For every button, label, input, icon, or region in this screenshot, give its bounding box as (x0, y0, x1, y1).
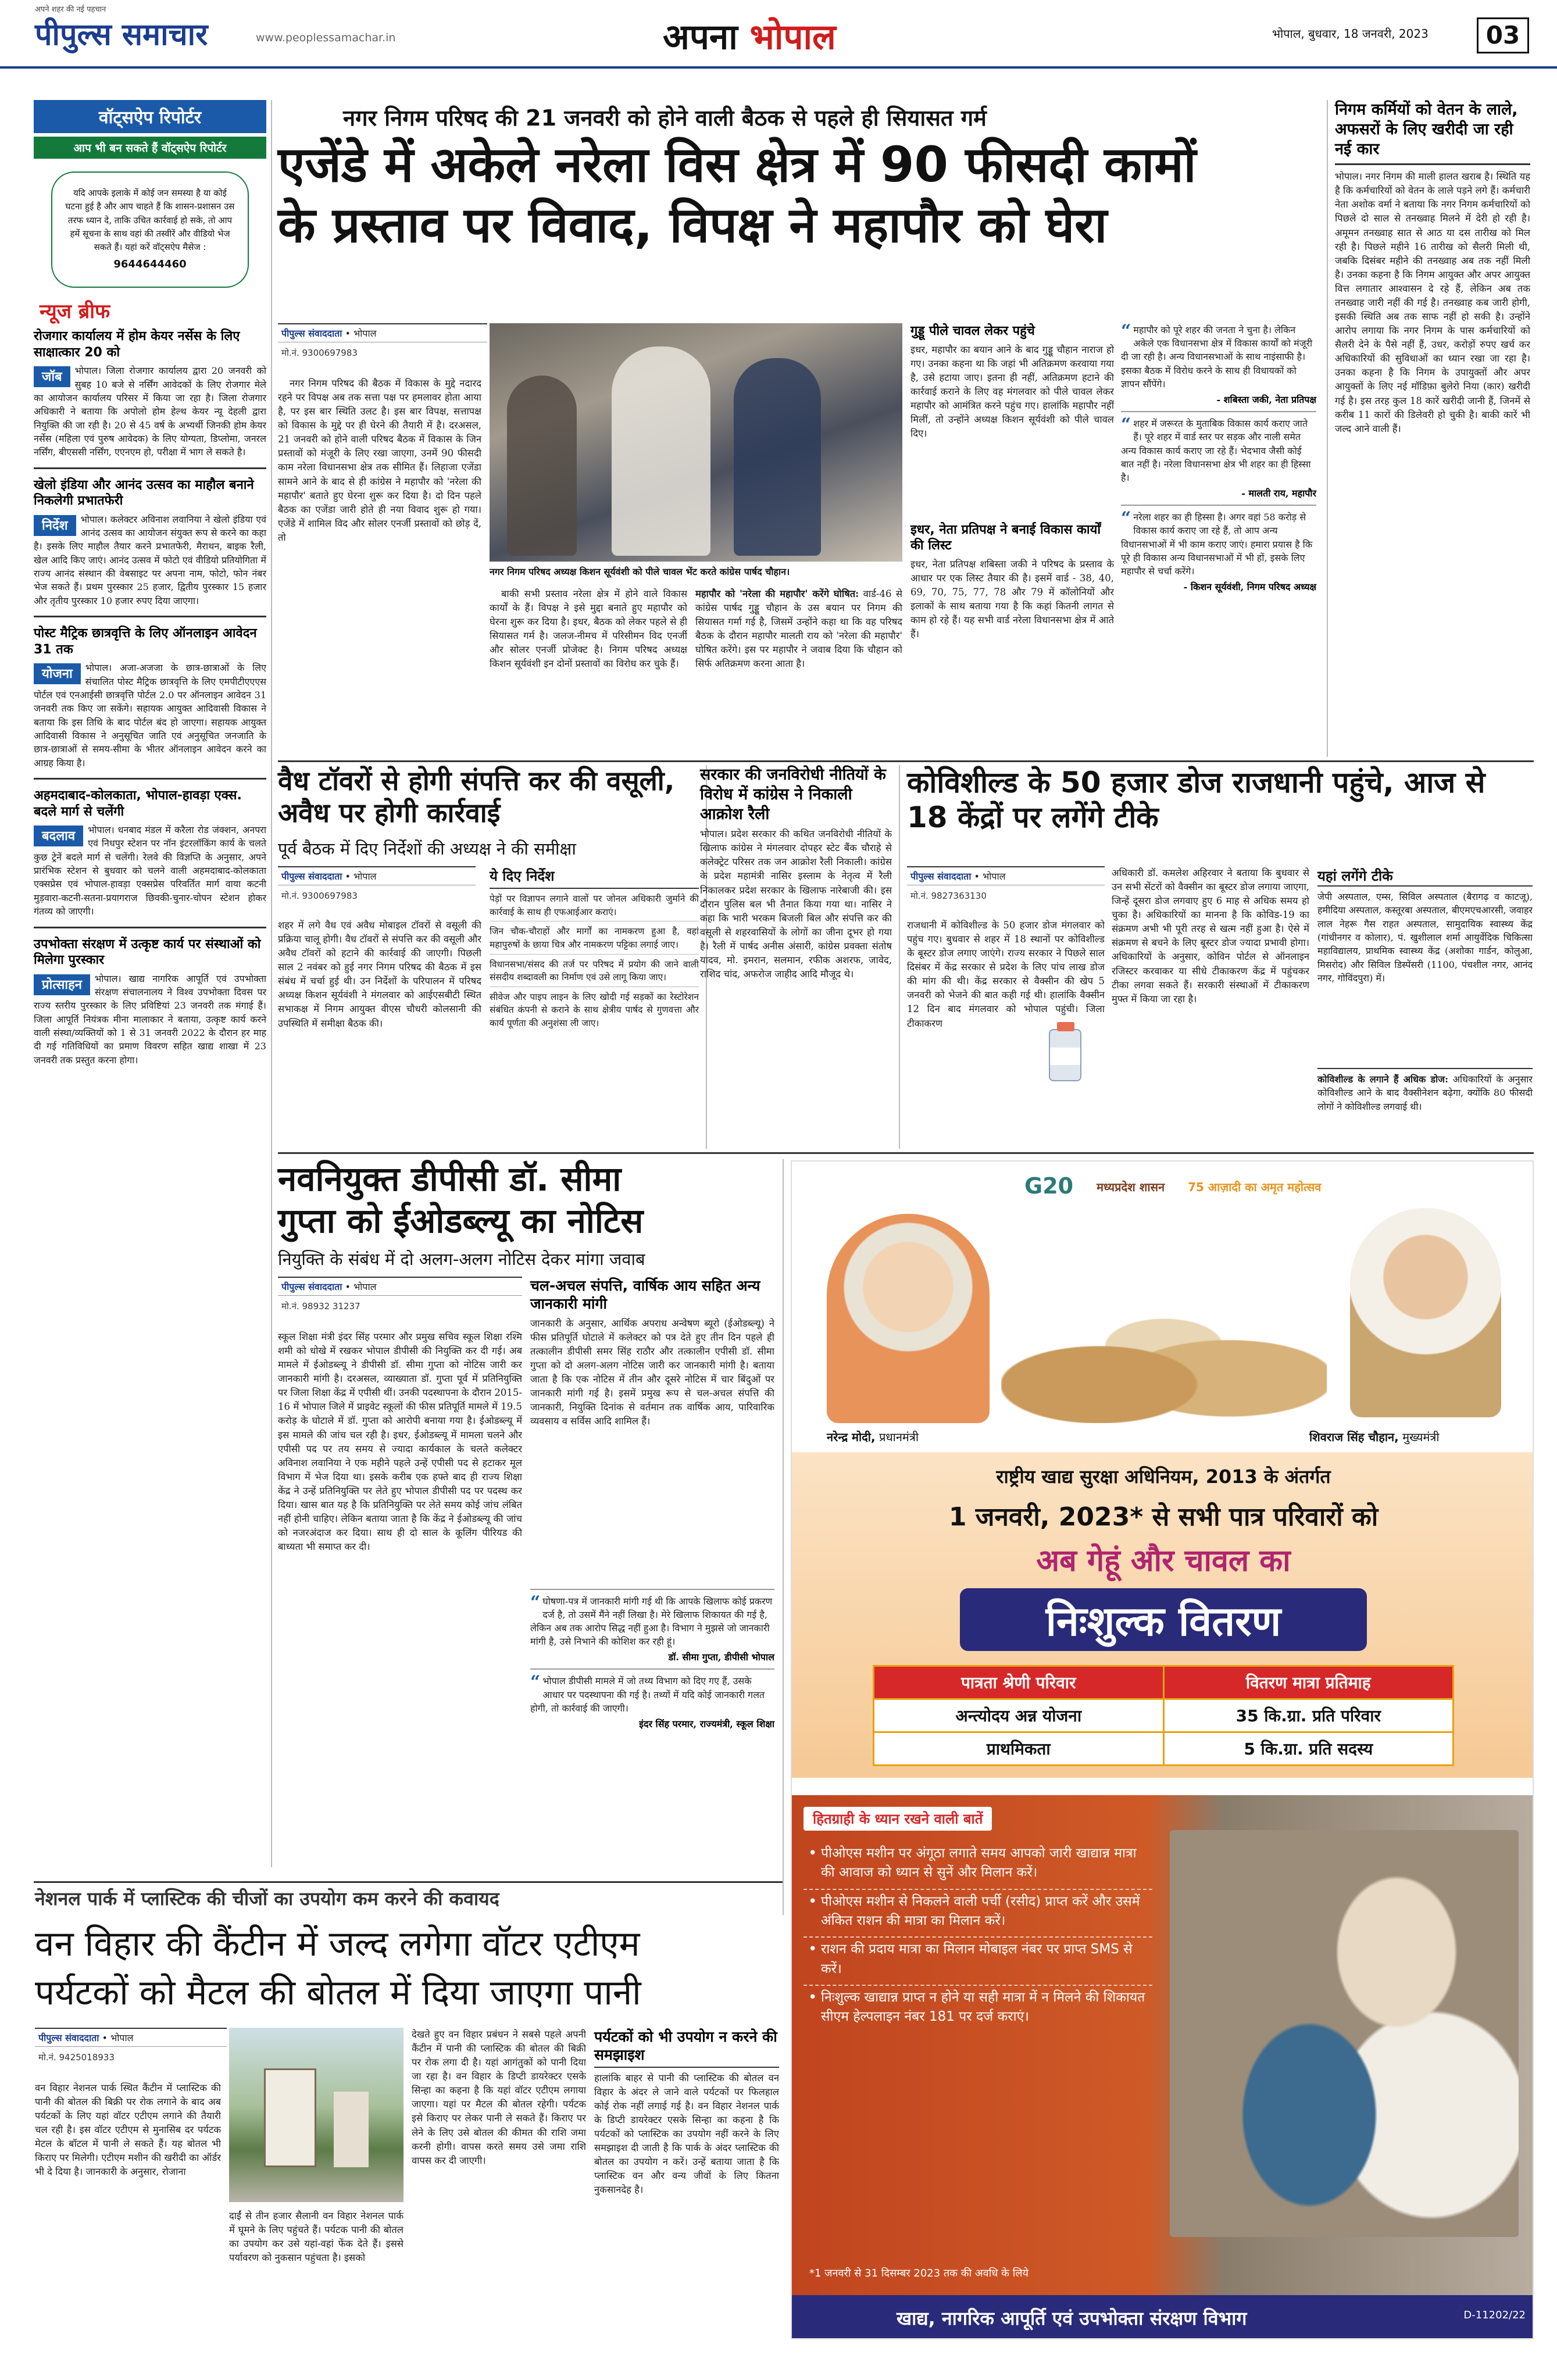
lead-col-2 (490, 587, 687, 756)
salary-text: भोपाल। नगर निगम की माली हालत खराब है। स्थिति यह है कि कर्मचारियों को वेतन के लाले पड़ने लगे हैं। कर्मचारी नेता अशोक वर्मा ने बताया कि नगर निगम कर्मचारियों को पिछले दो साल से तनख्वाह मिलने में देरी हो रही है। अमूमन तनख्वाह सात से आठ या दस तारीख को मिल रही है। पिछले महीने 16 तारीख को सैलरी मिली थी, जबकि दिसंबर महीने की तनख्वाह अब तक नहीं मिली है। उनका कहना है कि निगम आयुक्त और अपर आयुक्त वित्त लगातार आश्वासन दे रहे हैं, लेकिन अब तक तनख्वाह जारी नहीं की गई है। तनख्वाह कब जारी होगी, इसकी स्थिति अब तक साफ नहीं हो सकी है। उन्होंने आरोप लगाया कि नगर निगम के पास कर्मचारियों को सैलरी देने के पैसे नहीं हैं, उधर, करोड़ों रुपए खर्च कर अधिकारियों की सुविधाओं का ध्यान रखा जा रहा है। उनका कहना है कि निगम के उपायुक्तों और अपर आयुक्तों के लिए नई मॉडिफ़ा बुलेरो निया (कार) खरीदी गई है। इस तरह कुल 18 कारें खरीदी जानी हैं, जिनमें से करीब 11 कारों की डिलेवरी हो चुकी है। बाकी कारें भी जल्द आने वाली हैं। (1335, 171, 1530, 434)
byline-city: भोपाल (353, 328, 377, 339)
lead-photo (490, 323, 902, 562)
whatsapp-number[interactable]: 9644644460 (113, 258, 187, 271)
vanvihar-col-2: देखते हुए वन विहार प्रबंधन ने सबसे पहले अपनी कैंटीन में पानी की प्लास्टिक की बोतल की बिक्री पर रोक लगा दी है। यहां आगंतुकों को पानी दिया जा रहा है। वन विहार के डिप्टी डायरेक्टर एसके सिन्हा का कहना है कि यहां वॉटर एटीएम लगाया जाएगा। यहां पर मैटल की बोतल रहेगी। पर्यटक इसे किराए पर लेकर पानी ले सकते हैं। किराए पर लेने के लिए उसे बोतल की कीमत की राशि जमा करनी होगी। वापस करते समय उसे जमा राशि वापस कर दी जाएगी। (412, 2029, 586, 2166)
cm-role: मुख्यमंत्री (1402, 1430, 1440, 1444)
lead-photo-caption: नगर निगम परिषद अध्यक्ष किशन सूर्यवंशी को पीले चावल भेंट करते कांग्रेस पार्षद चौहान। (490, 566, 790, 577)
tower-text: शहर में लगे वैध एवं अवैध मोबाइल टॉवरों से वसूली की प्रक्रिया चालू होगी। वैध टॉवरों से संपत्ति कर की वसूली और अवैध टॉवरों को हटाने की कार्रवाई की जाएगी। पिछली साल 2 नवंबर को हुई नगर निगम परिषद की बैठक में इस संबंध में चर्चा हुई थी। उन निर्देशों के परिपालन में परिषद अध्यक्ष किशन सूर्यवंशी ने मंगलवार को आईएसबीटी स्थित सभाकक्ष में निगम आयुक्त वीएस चौधरी कोलसानी की उपस्थिति में समीक्षा बैठक की। (278, 920, 481, 1029)
grain-image (1001, 1295, 1327, 1423)
brief-headline: पोस्ट मैट्रिक छात्रवृत्ति के लिए ऑनलाइन आवेदन 31 तक (34, 626, 257, 657)
side-text: इधर, नेता प्रतिपक्ष शबिस्ता जकी ने परिषद के प्रस्ताव के आधार पर एक लिस्ट तैयार की है। इसमें वार्ड - 38, 40, 69, 70, 75, 77, 78 और 79 में कॉलोनियों और इलाकों के साथ बताया गया है कि कहां कितनी लागत से काम हो रहे हैं। यह सभी वार्ड नरेला विधानसभा क्षेत्र में आते हैं। (910, 558, 1114, 639)
whatsapp-title: वॉट्सऐप रिपोर्टर (34, 100, 266, 133)
brief-tag: योजना (34, 663, 81, 684)
ad-footer (792, 2295, 1534, 2339)
byline-city: भोपाल (110, 2032, 134, 2043)
brief-headline: रोजगार कार्यालय में होम केयर नर्सेस के लिए साक्षात्कार 20 को (34, 329, 240, 360)
brief-tag: जॉब (34, 366, 70, 387)
side-headline: इधर, नेता प्रतिपक्ष ने बनाई विकास कार्यों की लिस्ट (910, 522, 1101, 553)
brief-text: भोपाल। कलेक्टर अविनाश लवानिया ने खेलो इंडिया एवं आनंद उत्सव का आयोजन संयुक्त रूप से करने का कहा है। इसके लिए माहौल तैयार करने प्रभातफेरी, मैराथन, बाइक रैली, खेल आदि किए जाएं। आनंद उत्सव में फोटो एवं वीडियो प्रतियोगिता में राज्य आनंद संस्थान की वेबसाइट पर अपना नाम, फोटो, फोन नंबर भेज सकते हैं। प्रथम पुरस्कार 25 हजार, द्वितीय पुरस्कार 15 हजार और तृतीय पुरस्कार 10 हजार रुपए दिया जाएगा। (34, 513, 266, 606)
quote-mark-icon: “ (530, 1672, 541, 1693)
lead-paragraph: नगर निगम परिषद की बैठक में विकास के मुद्दे नदारद रहने पर विपक्ष अब तक सत्ता पक्ष पर हमलावर होता आया है, पर इस बार स्थिति उलट है। इस बार विपक्ष, सत्तापक्ष को विकास के मुद्दे पर ही घेरने की तैयारी में है। दरअसल, 21 जनवरी को होने वाली परिषद बैठक में विकास के जिन प्रस्तावों को मंजूरी के लिए रखा जाएगा, उनमें 90 फीसदी काम नरेला विधानसभा क्षेत्र तक सीमित हैं। लिहाजा एजेंडा सामने आने के बाद से ही कांग्रेस ने महापौर को 'नरेला की महापौर' बताते हुए घेरना शुरू कर दिया है। दो दिन पहले बैठक का एजेंडा जारी होते ही नया विवाद शुरू हो गया। एजेंडे में शामिल विद और सोलर एनर्जी प्रस्तावों को छोड़ दें, तो (278, 378, 481, 543)
brief-item-5 (34, 937, 266, 1067)
quote-text: महापौर को पूरे शहर की जनता ने चुना है। लेकिन अकेले एक विधानसभा क्षेत्र में विकास कार्यों को मंजूरी दी जा रही है। अन्य विधानसभाओं के साथ नाइंसाफी है। इसका बैठक में विरोध करने के साथ ही विधायकों को ज्ञापन सौंपेंगे। (1121, 324, 1313, 389)
brand-logo: पीपुल्स समाचार (35, 17, 208, 52)
quote-mark-icon: “ (1121, 321, 1131, 341)
table-header: वितरण मात्रा प्रतिमाह (1245, 1673, 1371, 1692)
byline-mobile: मो.नं. 9827363130 (910, 891, 987, 901)
ad-line-1: राष्ट्रीय खाद्य सुरक्षा अधिनियम, 2013 के अंतर्गत (996, 1466, 1331, 1488)
brief-item-3 (34, 626, 266, 770)
quote-author: - मालती राय, महापौर (1241, 488, 1316, 499)
tower-directives-box (490, 866, 699, 1034)
directive-item: विधानसभा/संसद की तर्ज पर परिषद में प्रयोग की जाने वाली संसदीय शब्दावली का निर्माण एवं उसे लागू किया जाए। (490, 958, 699, 987)
masthead-tagline: अपने शहर की नई पहचान (35, 5, 106, 14)
table-cell: अन्त्योदय अन्न योजना (874, 1700, 1165, 1731)
tower-byline: पीपुल्स संवाददाता • भोपाल मो.नं. 9300697983 (278, 866, 476, 902)
vanvihar-byline: पीपुल्स संवाददाता • भोपाल मो.नं. 9425018933 (35, 2028, 227, 2063)
vanvihar-headline-2: पर्यटकों को मैटल की बोतल में दिया जाएगा पानी (35, 1972, 641, 2013)
whatsapp-subtitle: आप भी बन सकते हैं वॉट्सऐप रिपोर्टर (34, 137, 266, 159)
tower-headline: वैध टॉवरों से होगी संपत्ति कर की वसूली, अवैध पर होगी कार्रवाई (278, 765, 675, 829)
byline-city: भोपाल (982, 871, 1006, 882)
dpc-side-headline: चल-अचल संपत्ति, वार्षिक आय सहित अन्य जानकारी मांगी (530, 1277, 760, 1313)
vanvihar-caption: दाईं से तीन हजार सैलानी वन विहार नेशनल पार्क में घूमने के लिए पहुंचते हैं। पर्यटक पानी की बोतल का उपयोग कर उसे यहां-वहां फेंक देते हैं। इससे पर्यावरण को नुकसान पहुंचता है। इसको (229, 2210, 403, 2264)
notice-item: • निःशुल्क खाद्यान्न प्राप्त न होने या सही मात्रा में न मिलने की शिकायत सीएम हेल्पलाइन नंबर 181 पर दर्ज कराएं। (804, 1986, 1152, 2033)
section-city: भोपाल (749, 17, 836, 58)
quote-text: शहर में जरूरत के मुताबिक विकास कार्य कराए जाते हैं। पूरे शहर में वार्ड स्तर पर सड़क और नाली समेत अन्य विकास कार्य कराए जा रहे हैं। भेदभाव जैसी कोई बात नहीं है। नरेला विधानसभा क्षेत्र भी शहर का ही हिस्सा है। (1121, 418, 1311, 483)
quote-block (1121, 414, 1316, 500)
quote-block (1121, 323, 1316, 406)
ad-logos (1024, 1173, 1321, 1199)
ad-line-3: अब गेहूं और चावल का (1036, 1543, 1291, 1578)
ad-banner (792, 1452, 1534, 1778)
quote-mark-icon: “ (530, 1592, 541, 1613)
directive-item: सीवेज और पाइप लाइन के लिए खोदी गई सड़कों का रेस्टोरेशन संबंधित कंपनी से कराने के साथ क्षेत्रीय पार्षद से गुणवत्ता और कार्य पूर्णता की अनुशंसा ली जाए। (490, 991, 699, 1028)
vaccine-centers-box (1317, 866, 1533, 1113)
dpc-side-text: जानकारी के अनुसार, आर्थिक अपराध अन्वेषण ब्यूरो (ईओडब्ल्यू) ने फीस प्रतिपूर्ति घोटाले में कलेक्टर को पत्र देते हुए तीन दिन पहले ही तत्कालीन डीपीसी समर सिंह राठौर और तत्कालीन एपीसी डॉ. सीमा गुप्ता को दो अलग-अलग नोटिस जारी कर जानकारी मांगी है। बताया जाता है कि एक नोटिस में तीन और दूसरे नोटिस में चार बिंदुओं पर जानकारी मांगी गई है। इसमें प्रमुख रूप से चल-अचल संपत्ति की जानकारी, नियुक्ति दिनांक से वर्तमान तक वार्षिक आय, पारिवारिक व्यवसाय व सर्विस आदि शामिल हैं। (530, 1317, 774, 1427)
g20-logo: G20 (1024, 1173, 1074, 1199)
vanvihar-headline-1: वन विहार की कैंटीन में जल्द लगेगा वॉटर एटीएम (35, 1924, 640, 1964)
byline-mobile: मो.नं. 9300697983 (281, 891, 358, 901)
ad-line-2: 1 जनवरी, 2023* से सभी पात्र परिवारों को (948, 1502, 1379, 1532)
quote-author: इंदर सिंह परमार, राज्यमंत्री, स्कूल शिक्षा (639, 1718, 774, 1729)
website-url[interactable]: www.peoplessamachar.in (256, 31, 396, 44)
dpc-deck: नियुक्ति के संबंध में दो अलग-अलग नोटिस देकर मांगा जवाब (278, 1249, 645, 1269)
lead-paragraph: बाकी सभी प्रस्ताव नरेला क्षेत्र में होने वाले विकास कार्यों के हैं। विपक्ष ने इसे मुद्दा बनाते हुए महापौर को घेरना शुरू कर दिया है। इधर, बैठक को लेकर पहले से ही सियासत गर्म है। जलज-नीमच में परिसीमन विद एनर्जी और सोलर एनर्जी प्रोजेक्ट है। निगम परिषद अध्यक्ष किशन सूर्यवंशी इन दोनों प्रस्तावों का विरोध कर चुके हैं। (490, 588, 687, 670)
side-text: इधर, महापौर का बयान आने के बाद गुड्डू चौहान नाराज हो गए। उनका कहना था कि जहां भी अतिक्रमण करवाया गया है, उसे हटाया जाए। इतना ही नहीं, अतिक्रमण हटाने की कार्रवाई कराने के लिए वह मंगलवार को पीले चावल लेकर महापौर को आमंत्रित करने पहुंच गए। हालांकि महापौर नहीं मिलीं, तो उन्होंने अध्यक्ष किशन सूर्यवंशी को पीले चावल दिए। (910, 344, 1114, 439)
congress-story (700, 765, 892, 1147)
quote-text: नरेला शहर का ही हिस्सा है। अगर वहां 58 करोड़ से विकास कार्य कराए जा रहे हैं, तो आप अन्य विधानसभाओं में भी काम कराए जाएं। हमारा प्रयास है कि पूरे ही विकास अन्य विधानसभाओं में भी हों, इसके लिए महापौर से चर्चा करेंगे। (1121, 512, 1313, 577)
directive-item: जिन चौक-चौराहों और मार्गों का नामकरण हुआ है, वहां महापुरुषों के छाया चित्र और नामकरण पट्टिका लगाई जाए। (490, 925, 699, 954)
table-cell: प्राथमिकता (874, 1733, 1165, 1764)
byline-name: पीपुल्स संवाददाता (281, 871, 342, 882)
lead-col-1 (278, 377, 481, 755)
ad-code: D-11202/22 (1463, 2309, 1526, 2321)
brief-headline: अहमदाबाद-कोलकाता, भोपाल-हावड़ा एक्स. बदले मार्ग से चलेंगी (34, 788, 242, 819)
quote-mark-icon: “ (1121, 508, 1131, 529)
mp-govt-logo: मध्यप्रदेश शासन (1097, 1180, 1165, 1194)
notice-item: • राशन की प्रदाय मात्रा का मिलान मोबाइल नंबर पर प्राप्त SMS से करें। (804, 1938, 1152, 1986)
ad-notice (792, 1795, 1534, 2295)
quote-author: डॉ. सीमा गुप्ता, डीपीसी भोपाल (668, 1652, 774, 1663)
lead-headline-2: के प्रस्ताव पर विवाद, विपक्ष ने महापौर को घेरा (278, 196, 1108, 253)
centers-title: यहां लगेंगे टीके (1317, 866, 1533, 887)
dpc-headline-1: नवनियुक्त डीपीसी डॉ. सीमा (278, 1159, 622, 1199)
side-headline: गुड्डू पीले चावल लेकर पहुंचे (910, 324, 1035, 338)
dpc-byline: पीपुल्स संवाददाता • भोपाल मो.नं. 98932 31237 (278, 1277, 522, 1312)
byline-name: पीपुल्स संवाददाता (38, 2032, 99, 2043)
vaccine-vial-image (1030, 1017, 1100, 1099)
lead-paragraph: वार्ड-46 से कांग्रेस पार्षद गुड्डू चौहान के उस बयान पर निगम की सियासत गर्मा गई है, जिसमें उन्होंने कहा था कि वह परिषद बैठक के दौरान महापौर मालती राय को 'नरेला की महापौर' घोषित करेंगे। इस पर महापौर ने जवाब दिया कि चौहान को सिर्फ अतिक्रमण करना आता है। (695, 588, 902, 670)
byline-mobile: मो.नं. 9425018933 (38, 2052, 115, 2063)
lead-byline: पीपुल्स संवाददाता • भोपाल मो.नं. 9300697983 (278, 323, 487, 359)
brief-text: भोपाल। अजा-अजजा के छात्र-छात्राओं के लिए संचालित पोस्ट मैट्रिक छात्रवृत्ति के लिए एमपीटीएएएस पोर्टल एवं एनआईसी छात्रवृत्ति पोर्टल 2.0 पर ऑनलाइन आवेदन 31 जनवरी तक किए जा सकेंगे। सहायक आयुक्त आदिवासी विकास ने बताया कि इस तिथि के बाद पोर्टल बंद हो जाएगा। सहायक आयुक्त आदिवासी विकास ने अनुसूचित जाति एवं अनुसूचित जनजाति के छात्र-छात्राओं से समय-सीमा के भीतर ऑनलाइन आवेदन करने का आग्रह किया है। (34, 662, 266, 769)
quote-author: - शबिस्ता जकी, नेता प्रतिपक्ष (1216, 394, 1316, 405)
congress-text: भोपाल। प्रदेश सरकार की कथित जनविरोधी नीतियों के खिलाफ कांग्रेस ने मंगलवार दोपहर स्टेट बैंक चौराहे से कलेक्ट्रेट परिसर तक जन आक्रोश रैली निकाली। कांग्रेस के प्रदेश महामंत्री नासिर इस्लाम के नेतृत्व में रैली निकालकर प्रदेश सरकार के खिलाफ नारेबाजी की। इस दौरान पुलिस बल भी तैनात किया गया था। नासिर ने कहा कि भारी भरकम बिजली बिल और संपत्ति कर की वसूली से शहरवासियों के लोगों का जीना दूभर हो गया है। रैली में पार्षद अनीस अंसारी, कांग्रेस प्रवक्ता संतोष यादव, मो. इमरान, सलमान, रफीक अशरफ, जावेद, राशिद चांद, अफरोज जाहीद आदि मौजूद थे। (700, 828, 892, 980)
vanvihar-side-headline: पर्यटकों को भी उपयोग न करने की समझाइश (594, 2028, 779, 2068)
byline-city: भोपाल (353, 871, 377, 882)
table-header: पात्रता श्रेणी परिवार (874, 1667, 1165, 1698)
vanvihar-photo (229, 2028, 403, 2202)
distribution-photo (1170, 1830, 1519, 2237)
ad-footer-text: खाद्य, नागरिक आपूर्ति एवं उपभोक्ता संरक्षण विभाग (897, 2307, 1247, 2329)
dpc-side (530, 1277, 774, 1731)
brief-text: भोपाल। जिला रोजगार कार्यालय द्वारा 20 जनवरी को सुबह 10 बजे से नर्सिंग आवेदकों के लिए रोजगार मेले का आयोजन कार्यालय परिसर में किया जा रहा है। जिला रोजगार अधिकारी ने बताया कि अपोलो होम हेल्थ केयर न्यू देहली द्वारा नियुक्ति की जा रही है। 20 से 45 वर्ष के अभ्यर्थी जिनकी होम केयर नर्सेस (महिला एवं पुरुष आवेदक) के लिए योग्यता, डिप्लोमा, जनरल नर्सिंग, बीएससी नर्सिंग, एएनएम हो, परीक्षा में भाग ले सकते है। (34, 365, 266, 458)
quote-block (1121, 510, 1316, 594)
salary-headline: निगम कर्मियों को वेतन के लाले, अफसरों के लिए खरीदी जा रही नई कार (1335, 100, 1530, 165)
brief-item-4 (34, 788, 266, 919)
quote-text: घोषणा-पत्र में जानकारी मांगी गई थी कि आपके खिलाफ कोई प्रकरण दर्ज है, तो उसमें मैंने नहीं लिखा है। मेरे खिलाफ शिकायत की गई है, लेकिन अब तक आरोप सिद्ध नहीं हुआ है। विभाग ने मुझसे जो जानकारी मांगी है, उसे निभाने की कोशिश कर रही हूं। (530, 1595, 773, 1648)
brief-text: भोपाल। खाद्य नागरिक आपूर्ति एवं उपभोक्ता संरक्षण संचालनालय ने विश्व उपभोक्ता दिवस पर राज्य स्तरीय पुरस्कार के लिए प्रविष्टियां 23 जनवरी तक मंगाई हैं। जिला आपूर्ति नियंत्रक मीना मालाकार ने बताया, उत्कृष्ट कार्य करने वाली संस्था/व्यक्तियों को 1 से 31 जनवरी 2022 के दौरान हर माह दी गई गतिविधियों का प्रमाण विवरण सहित खाद्य शाखा में 23 जनवरी तक प्रस्तुत करना होगा। (34, 973, 266, 1066)
notice-item: • पीओएस मशीन से निकलने वाली पर्ची (रसीद) प्राप्त करें और उसमें अंकित राशन की मात्रा का मिलान करें। (804, 1890, 1152, 1938)
table-row (874, 1700, 1452, 1733)
section-prefix: अपना (663, 17, 738, 58)
salary-story (1335, 100, 1530, 705)
amrit-mahotsav-logo: 75 आज़ादी का अमृत महोत्सव (1188, 1180, 1322, 1194)
directive-item: पेड़ों पर विज्ञापन लगाने वालों पर जोनल अधिकारी जुर्माने की कार्रवाई के साथ ही एफआईआर कराएं। (490, 892, 699, 921)
covishield-headline: कोविशील्ड के 50 हजार डोज राजधानी पहुंचे, आज से 18 केंद्रों पर लगेंगे टीके (907, 766, 1485, 834)
quote-block (530, 1674, 774, 1731)
vanvihar-kicker: नेशनल पार्क में प्लास्टिक की चीजों का उपयोग कम करने की कवायद (35, 1888, 499, 1910)
ad-table (873, 1665, 1454, 1766)
quote-text: भोपाल डीपीसी मामले में जो तथ्य विभाग को दिए गए हैं, उसके आधार पर पदस्थापना की गई है। तथ्यों में यदि कोई जानकारी गलत होगी, तो कार्रवाई की जाएगी। (530, 1675, 765, 1714)
lead-col-3 (695, 587, 902, 756)
whatsapp-box (51, 171, 249, 288)
pm-name: नरेन्द्र मोदी, (827, 1430, 876, 1444)
brief-headline: उपभोक्ता संरक्षण में उत्कृष्ट कार्य पर संस्थाओं को मिलेगा पुरस्कार (34, 937, 261, 968)
dpc-headline-2: गुप्ता को ईओडब्ल्यू का नोटिस (278, 1201, 644, 1241)
dpc-col-1: स्कूल शिक्षा मंत्री इंदर सिंह परमार और प्रमुख सचिव स्कूल शिक्षा रश्मि शमी को धोखे में रखकर भोपाल डीपीसी की नियुक्ति कर दी गई। अब मामले में ईओडब्ल्यू ने डीपीसी डॉ. सीमा गुप्ता को नोटिस जारी कर जानकारी मांगी है। दरअसल, व्याख्याता डॉ. गुप्ता पूर्व में प्रतिनियुक्ति पर जिला शिक्षा केंद्र में एपीसी थीं। उनकी पदस्थापना के दौरान 2015-16 में भोपाल जिले में प्राइवेट स्कूलों की फीस प्रतिपूर्ति मामले में 19.5 करोड़ के घोटाले में डॉ. गुप्ता को आरोपी बनाया गया है। ईओडब्ल्यू में इस मामले की जांच चल रही है। इधर, ईओडब्ल्यू में मामला चलने और एपीसी पद पर तय समय से ज्यादा कार्यकाल के चलते कलेक्टर अविनाश लवानिया ने एक महीने पहले उन्हें एपीसी पद से हटाकर मूल विभाग में भेज दिया था। इसके करीब एक हफ्ते बाद ही राज्य शिक्षा केंद्र ने उन्हें प्रतिनियुक्ति पर लेते हुए भोपाल डीपीसी पद पर पदस्थ कर दिया। खास बात यह है कि प्रतिनियुक्ति पर लेते समय कोई जांच लंबित नहीं होनी चाहिए। लेकिन बताया जाता है कि केंद्र ने ईओडब्ल्यू की जांच को नजरअंदाज कर दिया। साथ ही दो साल के कूलिंग पीरियड की बाध्यता भी समाप्त कर दी। (278, 1331, 522, 1553)
page-number: 03 (1477, 17, 1529, 53)
covishield-byline: पीपुल्स संवाददाता • भोपाल मो.नं. 9827363130 (907, 866, 1105, 902)
fact-text: अधिकारियों के अनुसार कोविशील्ड आने के बाद वैक्सीनेशन बढ़ेगा, क्योंकि 80 फीसदी लोगों ने कोविशील्ड लगवाई थी। (1317, 1074, 1533, 1112)
brief-tag: बदलाव (34, 826, 83, 846)
directives-title: ये दिए निर्देश (490, 866, 699, 889)
covishield-col-1: राजधानी में कोविशील्ड के 50 हजार डोज मंगलवार को पहुंच गए। बुधवार से शहर में 18 स्थानों पर कोविशील्ड के बूस्टर डोज लगाए जाएंगे। राज्य सरकार ने पिछले साल दिसंबर में केंद्र सरकार से प्रदेश के लिए पांच लाख डोज की मांग की थी। केंद्र सरकार से वैक्सीन की खेप 5 जनवरी को भेजने की बात कही गई थी। हालांकि वैक्सीन 12 दिन बाद मंगलवार को भोपाल पहुंची। जिला टीकाकरण (907, 920, 1105, 1029)
dateline: भोपाल, बुधवार, 18 जनवरी, 2023 (1272, 27, 1429, 41)
vanvihar-col-1: वन विहार नेशनल पार्क स्थित कैंटीन में प्लास्टिक की पानी की बोतल की बिक्री पर रोक लगाने के बाद अब पर्यटकों के लिए यहां वॉटर एटीएम लगाने की तैयारी चल रही है। इस वॉटर एटीएम से मुनासिब दर पर्यटक मेटल के बॉटल में पानी ले सकते हैं। यह बोतल भी किराए पर मिलेगी। एटीएम मशीन की खरीदी का ऑर्डर भी दे दिया है। जानकारी के अनुसार, रोजाना (35, 2082, 221, 2178)
byline-name: पीपुल्स संवाददाता (281, 1281, 342, 1292)
ad-line-4: निःशुल्क वितरण (960, 1588, 1367, 1651)
brief-text: भोपाल। धनबाद मंडल में करैला रोड जंक्शन, अनपरा एवं निधपुर स्टेशन पर नॉन इंटरलॉकिंग कार्य के चलते कुछ ट्रेनें बदले मार्ग से चलेंगी। रेलवे की विज्ञप्ति के अनुसार, अपने प्रारंभिक स्टेशन से बुधवार को चलने वाली अहमदाबाद-कोलकाता एक्सप्रेस एवं भोपाल-हावड़ा एक्सप्रेस परिवर्तित मार्ग वाया कटनी मुड़वारा-कटनी-सतना-प्रयागराज छिवकी-चुनार-चोपन स्टेशन होकर गंतव्य को जाएगी। (34, 824, 266, 917)
quote-mark-icon: “ (1121, 414, 1131, 435)
fact-head: कोविशील्ड के लगाने हैं अधिक डोज: (1317, 1074, 1448, 1085)
byline-name: पीपुल्स संवाददाता (910, 871, 972, 882)
ad-footnote: *1 जनवरी से 31 दिसम्बर 2023 तक की अवधि के लिये (809, 2267, 1029, 2279)
byline-city: भोपाल (353, 1281, 377, 1292)
notice-item: • पीओएस मशीन पर अंगूठा लगाते समय आपको जारी खाद्यान्न मात्रा की आवाज को ध्यान से सुनें और मिलान करें। (804, 1842, 1152, 1890)
byline-name: पीपुल्स संवाददाता (281, 328, 342, 339)
quote-block (530, 1592, 774, 1664)
lead-subhead: महापौर को 'नरेला की महापौर' करेंगे घोषित: (695, 588, 859, 599)
quote-author: - किशन सूर्यवंशी, निगम परिषद अध्यक्ष (1183, 581, 1316, 593)
brief-tag: प्रोत्साहन (34, 974, 90, 995)
pm-role: प्रधानमंत्री (879, 1430, 919, 1444)
brief-headline: खेलो इंडिया और आनंद उत्सव का माहौल बनाने निकलेगी प्रभातफेरी (34, 477, 254, 509)
lead-side-1 (910, 323, 1114, 662)
covishield-col-2: अधिकारी डॉ. कमलेश अहिरवार ने बताया कि बुधवार से उन सभी सेंटरों को वैक्सीन का बूस्टर डोज लगाया जाएगा, जिन्हें दूसरा डोज लगवाए हुए 6 माह से अधिक समय हो चुका है। अधिकारियों का मानना है कि कोविड-19 का संक्रमण अभी भी पूरी तरह से खत्म नहीं हुआ है। ऐसे में संक्रमण से बचने के लिए बूस्टर डोज ज्यादा प्रभावी होगा। अधिकारियों के अनुसार, कोविन पोर्टल से ऑनलाइन रजिस्टर करवाकर या सीधे टीकाकरण केंद्र में पहुंचकर टीका लगवा सकते हैं। सरकारी संस्थाओं में टीकाकरण मुफ्त में किया जा रहा है। (1112, 867, 1309, 1005)
cm-name: शिवराज सिंह चौहान, (1309, 1430, 1399, 1444)
brief-tag: निर्देश (34, 515, 76, 536)
tower-deck: पूर्व बैठक में दिए निर्देशों की अध्यक्ष ने की समीक्षा (278, 839, 576, 859)
masthead (0, 0, 1557, 69)
ration-ad (791, 1160, 1534, 2339)
brief-item-2 (34, 477, 266, 608)
vanvihar-side-text: हालांकि बाहर से पानी की प्लास्टिक की बोतल वन विहार के अंदर ले जाने वाले पर्यटकों पर फिलहाल कोई रोक नहीं लगाई गई है। वन विहार नेशनल पार्क के डिप्टी डायरेक्टर एसके सिन्हा का कहना है कि पर्यटकों को प्लास्टिक का उपयोग नहीं करने के लिए समझाइश दी जाती है कि पार्क के अंदर प्लास्टिक की बोतल का उपयोग न करें। उन्हें बताया जाता है कि प्लास्टिक वन और वन्य जीवों के लिए कितना नुकसानदेह है। (594, 2072, 779, 2196)
table-cell: 35 कि.ग्रा. प्रति परिवार (1235, 1706, 1381, 1725)
left-sidebar (34, 100, 266, 1960)
section-title (663, 12, 836, 59)
congress-headline: सरकार की जनविरोधी नीतियों के विरोध में कांग्रेस ने निकाली आक्रोश रैली (700, 766, 886, 823)
notice-title: हितग्राही के ध्यान रखने वाली बातें (804, 1807, 992, 1831)
byline-mobile: मो.नं. 9300697983 (281, 348, 358, 358)
byline-mobile: मो.नं. 98932 31237 (281, 1301, 360, 1311)
whatsapp-body: यदि आपके इलाके में कोई जन समस्या है या कोई घटना हुई है और आप चाहते हैं कि शासन-प्रशासन उस तरफ ध्यान दे, ताकि उचित कार्रवाई हो सके, तो आप हमें सूचना के साथ वहां की तस्वीरें और वीडियो भेज सकते हैं। यहां करें वॉट्सऐप मैसेज : (65, 188, 235, 252)
lead-kicker: नगर निगम परिषद की 21 जनवरी को होने वाली बैठक से पहले ही सियासत गर्म (343, 105, 987, 131)
portrait-cm (1350, 1208, 1501, 1417)
lead-quotes (1121, 323, 1316, 594)
brief-title: न्यूज ब्रीफ (40, 300, 110, 324)
portrait-pm (827, 1214, 990, 1423)
lead-headline-1: एजेंडे में अकेले नरेला विस क्षेत्र में 90 फीसदी कामों (278, 136, 1197, 193)
vanvihar-side (594, 2028, 779, 2315)
table-row (874, 1733, 1452, 1764)
table-cell: 5 कि.ग्रा. प्रति सदस्य (1244, 1739, 1373, 1759)
centers-text: जेपी अस्पताल, एम्स, सिविल अस्पताल (बैरागढ़ व काटजू), हमीदिया अस्पताल, कस्तूरबा अस्पताल, बीएमएचआरसी, जवाहर लाल नेहरू गैस राहत अस्पताल, सामुदायिक स्वास्थ्य केंद्र (गांधीनगर व कोलार), पं. खुशीलाल शर्मा आयुर्वेदिक चिकित्सा महाविद्यालय, प्राथमिक स्वास्थ्य केंद्र (अशोका गार्डन, कोलुआ, मिसरोद) और सिविल डिस्पेंसरी (1100, पंचशील नगर, आनंद नगर, गोविंदपुरा) में। (1317, 891, 1533, 984)
brief-item-1 (34, 328, 266, 459)
